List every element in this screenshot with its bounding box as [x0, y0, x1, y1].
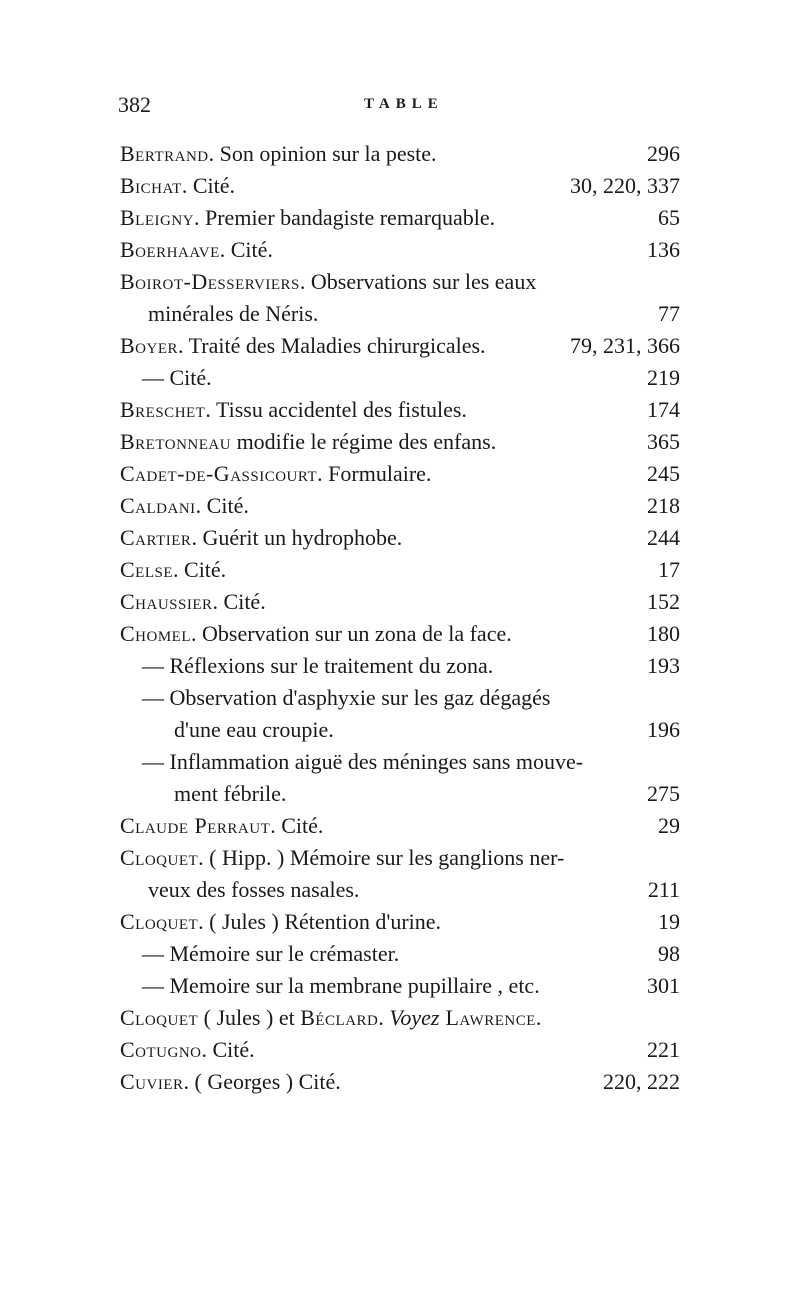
- entry-name: Cotugno: [120, 1037, 202, 1062]
- entry-text: — Mémoire sur le crémaster.: [142, 941, 400, 966]
- entry-pages: 365: [647, 429, 680, 454]
- entry-pages: 136: [647, 237, 680, 262]
- page-header: [118, 92, 680, 132]
- entry-text: modifie le régime des enfans.: [231, 429, 497, 454]
- entry-pages: 218: [647, 493, 680, 518]
- index-entry-continuation: [120, 874, 680, 906]
- entry-text: . Traité des Maladies chirurgicales.: [178, 333, 486, 358]
- entry-text-second: .: [378, 1005, 390, 1030]
- page-number: 382: [118, 92, 151, 117]
- index-subentry: [120, 650, 680, 682]
- index-entry: [120, 906, 680, 938]
- entry-name: Cloquet: [120, 1005, 199, 1030]
- index-subentry: [120, 746, 680, 778]
- entry-pages: 196: [647, 717, 680, 742]
- entry-pages: 65: [658, 205, 680, 230]
- entry-name: Bretonneau: [120, 429, 232, 454]
- entry-name: Chomel: [120, 621, 192, 646]
- entry-name: Breschet: [120, 397, 206, 422]
- entry-text: . Son opinion sur la peste.: [208, 141, 437, 166]
- index-entry: [120, 426, 680, 458]
- entry-pages: 19: [658, 909, 680, 934]
- entry-name: Celse: [120, 557, 174, 582]
- entry-text: d'une eau croupie.: [174, 717, 334, 742]
- entry-name: Cadet-de-Gassicourt: [120, 461, 318, 486]
- entry-name: Caldani: [120, 493, 196, 518]
- entry-pages: 219: [647, 365, 680, 390]
- entry-text: . Cité.: [219, 237, 273, 262]
- entry-name: Bleigny: [120, 205, 194, 230]
- entry-text: — Observation d'asphyxie sur les gaz dégagés: [142, 685, 551, 710]
- entry-text: veux des fosses nasales.: [148, 877, 360, 902]
- entry-text: . ( Georges ) Cité.: [183, 1069, 341, 1094]
- index-entry: [120, 554, 680, 586]
- entry-text: . Formulaire.: [317, 461, 432, 486]
- index-entry-continuation: [120, 298, 680, 330]
- entry-name: Bichat: [120, 173, 182, 198]
- index-entry-continuation: [120, 714, 680, 746]
- entry-text: . Cité.: [181, 173, 236, 198]
- entry-name: Cloquet: [120, 845, 199, 870]
- entry-pages: 77: [658, 301, 680, 326]
- entry-name: Cloquet: [120, 909, 199, 934]
- index-entry: [120, 810, 680, 842]
- entry-text: . ( Jules ) Rétention d'urine.: [198, 909, 442, 934]
- entry-text: — Réflexions sur le traitement du zona.: [142, 653, 494, 678]
- index-entry: [120, 1066, 680, 1098]
- entry-pages: 30, 220, 337: [570, 173, 680, 198]
- entry-name-reference: Lawrence: [439, 1005, 536, 1030]
- index-subentry: [120, 970, 680, 1002]
- entry-pages: 29: [658, 813, 680, 838]
- entry-text: . Premier bandagiste remarquable.: [194, 205, 496, 230]
- entry-name-second: Béclard: [300, 1005, 379, 1030]
- entry-text: . Cité.: [270, 813, 324, 838]
- entry-pages: 244: [647, 525, 680, 550]
- entry-name: Boyer: [120, 333, 179, 358]
- index-entry-continuation: [120, 778, 680, 810]
- index-entry: [120, 330, 680, 362]
- index-entry: [120, 842, 680, 874]
- entry-name: Bertrand: [120, 141, 209, 166]
- entry-text: . Cité.: [195, 493, 249, 518]
- index-entry: [120, 490, 680, 522]
- entry-pages: 79, 231, 366: [570, 333, 680, 358]
- index-entry: [120, 170, 680, 202]
- entry-name: Chaussier: [120, 589, 213, 614]
- entry-name: Cuvier: [120, 1069, 184, 1094]
- entry-name: Claude Perraut: [120, 813, 271, 838]
- entry-name: Cartier: [120, 525, 192, 550]
- entry-text: — Memoire sur la membrane pupillaire , etc.: [142, 973, 540, 998]
- entry-name: Boirot-Desserviers: [120, 269, 300, 294]
- entry-text-end: .: [535, 1005, 542, 1030]
- see-reference: Voyez: [389, 1005, 440, 1030]
- entry-pages: 245: [647, 461, 680, 486]
- entry-text: . Observation sur un zona de la face.: [191, 621, 512, 646]
- index-entry: [120, 394, 680, 426]
- entry-text: ment fébrile.: [174, 781, 287, 806]
- index-entry: [120, 1034, 680, 1066]
- index-entry: [120, 618, 680, 650]
- index-subentry: [120, 938, 680, 970]
- entry-text: . Guérit un hydrophobe.: [191, 525, 403, 550]
- entry-pages: 152: [647, 589, 680, 614]
- index-subentry: [120, 682, 680, 714]
- entry-pages: 296: [647, 141, 680, 166]
- entry-pages: 220, 222: [603, 1069, 680, 1094]
- entry-pages: 98: [658, 941, 680, 966]
- entry-pages: 193: [647, 653, 680, 678]
- entry-text: . ( Hipp. ) Mémoire sur les ganglions ner-: [198, 845, 565, 870]
- index-entry: [120, 586, 680, 618]
- index-subentry: [120, 362, 680, 394]
- entry-text: minérales de Néris.: [148, 301, 319, 326]
- entry-text: ( Jules ) et: [198, 1005, 301, 1030]
- entry-pages: 301: [647, 973, 680, 998]
- entry-pages: 211: [647, 877, 680, 902]
- entry-text: . Cité.: [212, 589, 266, 614]
- entry-text: . Observations sur les eaux: [299, 269, 537, 294]
- entry-text: . Cité.: [173, 557, 227, 582]
- entry-pages: 275: [647, 781, 680, 806]
- index-entry: [120, 1002, 680, 1034]
- index-entry: [120, 458, 680, 490]
- entry-text: — Cité.: [142, 365, 212, 390]
- index-entries: [120, 138, 680, 1098]
- entry-text: . Cité.: [201, 1037, 255, 1062]
- entry-name: Boerhaave: [120, 237, 220, 262]
- index-entry: [120, 202, 680, 234]
- entry-pages: 180: [647, 621, 680, 646]
- entry-pages: 221: [647, 1037, 680, 1062]
- entry-pages: 17: [658, 557, 680, 582]
- entry-pages: 174: [647, 397, 680, 422]
- index-entry: [120, 138, 680, 170]
- index-entry: [120, 266, 680, 298]
- running-head: TABLE: [364, 96, 444, 112]
- index-entry: [120, 234, 680, 266]
- entry-text: — Inflammation aiguë des méninges sans mouve-: [142, 749, 584, 774]
- index-entry: [120, 522, 680, 554]
- entry-text: . Tissu accidentel des fistules.: [205, 397, 467, 422]
